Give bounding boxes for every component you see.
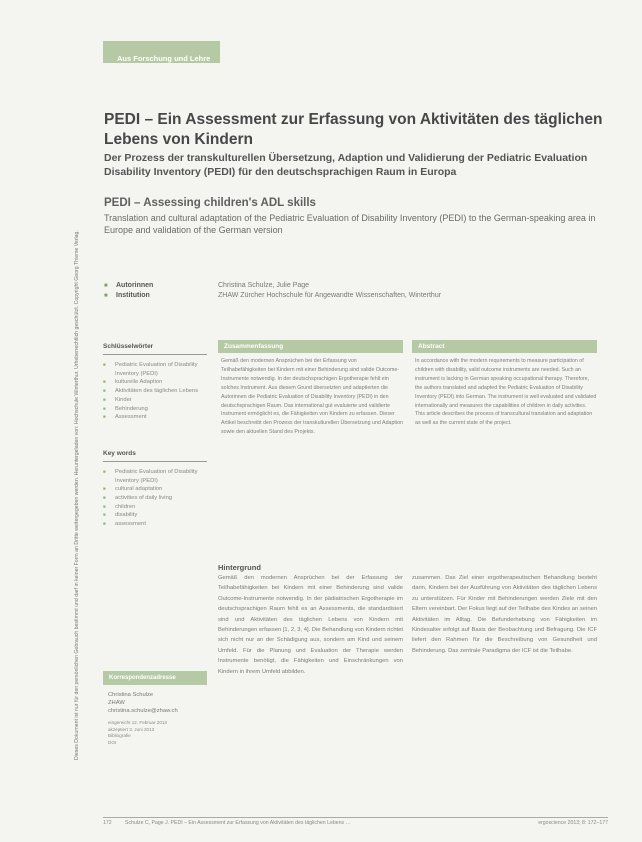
running-head: Schulze C, Page J. PEDI – Ein Assessment zur Erfassung von Aktivitäten des täglichen Lebens …: [125, 820, 351, 826]
key-word-item: ■ Pediatric Evaluation of Disability Inventory (PEDI): [103, 468, 207, 485]
authors-label: Autorinnen: [116, 282, 154, 289]
abstract-heading: Abstract: [412, 340, 597, 353]
background-heading: Hintergrund: [218, 563, 261, 572]
keyword-sidebar: [103, 341, 207, 529]
contact-affiliation: ZHAW: [108, 700, 125, 706]
zusammenfassung-box: [218, 340, 403, 437]
institution-label: Institution: [116, 292, 150, 299]
contact-email[interactable]: christina.schulze@zhaw.ch: [108, 708, 178, 714]
keyword-item: ■ Pediatric Evaluation of Disability Inventory (PEDI): [103, 361, 207, 378]
abstract-box: [412, 340, 597, 428]
key-words-list: [103, 468, 207, 529]
contact-block: [108, 691, 208, 715]
institution-row: [104, 291, 604, 301]
body-text-left: Gemäß den modernen Ansprüchen bei der Erfassung der Teilhabefähigkeiten bei Kindern mit einer Behinderung sind valide Outcome-Instrumente notwendig. In der pädiatrischen Ergotherapie im deutschsprachigen Raum fehlt es an Assessments, die standardisiert sind und Aktivitäten des täglichen Lebens von Kindern mit Behinderungen erfassen [1, 2, 3, 4]. Die Behandlung von Kindern richtet sich nicht nur an der Schädigung aus, sondern am Kind und seinem Umfeld. Für die Planung und Evaluation der Therapie werden Instrumente benötigt, die Fähigkeiten und Einschränkungen von Kindern in ihrem Umfeld abbilden.: [218, 575, 403, 675]
body-text-right: zusammen. Das Ziel einer ergotherapeutischen Behandlung besteht darin, Kindern bei der Ausführung von Aktivitäten des täglichen Lebens zu unterstützen. Für Kinder mit Behinderungen werden Ziele mit den Eltern vereinbart. Der Fokus liegt auf der Teilhabe des Kindes an seinen Aktivitäten im Alltag. Die Befunderhebung von Fähigkeiten im Kindesalter erfolgt auf Basis der Beobachtung und Befragung. Die ICF liefert den Rahmen für die Beschreibung von Gesundheit und Behinderung. Das zentrale Paradigma der ICF ist die Teilhabe.: [412, 575, 597, 654]
keyword-item: ■ Kinder: [103, 396, 207, 405]
date-accepted: akzeptiert 3. Juni 2013: [108, 726, 155, 732]
zusammenfassung-heading: Zusammenfassung: [218, 340, 403, 353]
key-word-item: ■ assessment: [103, 520, 207, 529]
authors-value: Christina Schulze, Julie Page: [218, 282, 310, 289]
page-footer: [103, 817, 608, 828]
section-tab: Aus Forschung und Lehre: [103, 41, 220, 63]
keywords-list: [103, 361, 207, 422]
square-bullet-icon: ■: [104, 293, 108, 299]
authors-row: [104, 281, 604, 291]
doi-label: DOI: [108, 739, 117, 745]
square-bullet-icon: ■: [104, 283, 108, 289]
date-submitted: eingereicht 12. Februar 2013: [108, 720, 167, 725]
bibliography-label: Bibliografie: [108, 733, 131, 738]
key-word-item: ■ disability: [103, 511, 207, 520]
english-subtitle: Translation and cultural adaptation of the Pediatric Evaluation of Disability Inventory (PEDI) to the German-speaking area in Europe and validation of the German version: [104, 213, 596, 235]
contact-name: Christina Schulze: [108, 692, 154, 698]
institution-value: ZHAW Zürcher Hochschule für Angewandte Wissenschaften, Winterthur: [218, 292, 442, 299]
key-word-item: ■ children: [103, 503, 207, 512]
contact-heading: Korrespondenzadresse: [103, 671, 207, 685]
author-block: [104, 281, 604, 301]
copyright-side-note: Dieses Dokument ist nur für den persönlichen Gebrauch bestimmt und darf in keiner Form an Dritte weitergegeben werden. Heruntergeladen von: Hochschule Winterthur. Urheberrechtlich geschützt. Copyright Georg Thieme Verlag.: [74, 230, 80, 760]
abstract-text: In accordance with the modern requirements to measure participation of children with disability, valid outcome instruments are needed. Such an instrument is lacking in German speaking occupational therapy. Therefore, the authors translated and adapted the Pediatric Evaluation of Disability Inventory (PEDI) into German. The instrument is well evaluated and validated internationally and measures the capabilities of children in daily activities. This article describes the process of transcultural translation and adaptation as well as the current state of the project.: [415, 358, 597, 427]
key-words-heading: Key words: [103, 448, 207, 462]
keyword-item: ■ kulturelle Adaption: [103, 378, 207, 387]
key-word-item: ■ cultural adaptation: [103, 485, 207, 494]
keyword-item: ■ Behinderung: [103, 405, 207, 414]
keyword-item: ■ Aktivitäten des täglichen Lebens: [103, 387, 207, 396]
dates-block: [108, 720, 208, 746]
zusammenfassung-text: Gemäß den modernen Ansprüchen bei der Erfassung von Teilhabefähigkeiten bei Kindern mit einer Behinderung sind valide Outcome-Instrumente notwendig. In der deutschsprachigen Ergotherapie fehlt ein solches Instrument. Aus diesem Grund übersetzten und adaptierten die Autorinnen die Pediatric Evaluation of Disability Inventory (PEDI) in den deutschsprachigen Raum. Das international gut evaluierte und validierte Instrument ermöglicht es, die Fähigkeiten von Kindern zu erfassen. Dieser Artikel beschreibt den Prozess der transkulturellen Übersetzung und Adaption sowie den aktuellen Stand des Projekts.: [221, 358, 403, 436]
english-title: PEDI – Assessing children's ADL skills: [104, 197, 316, 209]
key-word-item: ■ activities of daily living: [103, 494, 207, 503]
article-subtitle: Der Prozess der transkulturellen Übersetzung, Adaption und Validierung der Pediatric Evaluation Disability Inventory (PEDI) für den deutschsprachigen Raum in Europa: [104, 152, 588, 178]
journal-citation: ergoscience 2013; 8: 172–177: [538, 820, 608, 826]
keyword-item: ■ Assessment: [103, 413, 207, 422]
page-number: 172: [103, 820, 112, 826]
article-title: PEDI – Ein Assessment zur Erfassung von Aktivitäten des täglichen Lebens von Kindern: [104, 111, 603, 148]
keywords-heading: Schlüsselwörter: [103, 341, 207, 355]
